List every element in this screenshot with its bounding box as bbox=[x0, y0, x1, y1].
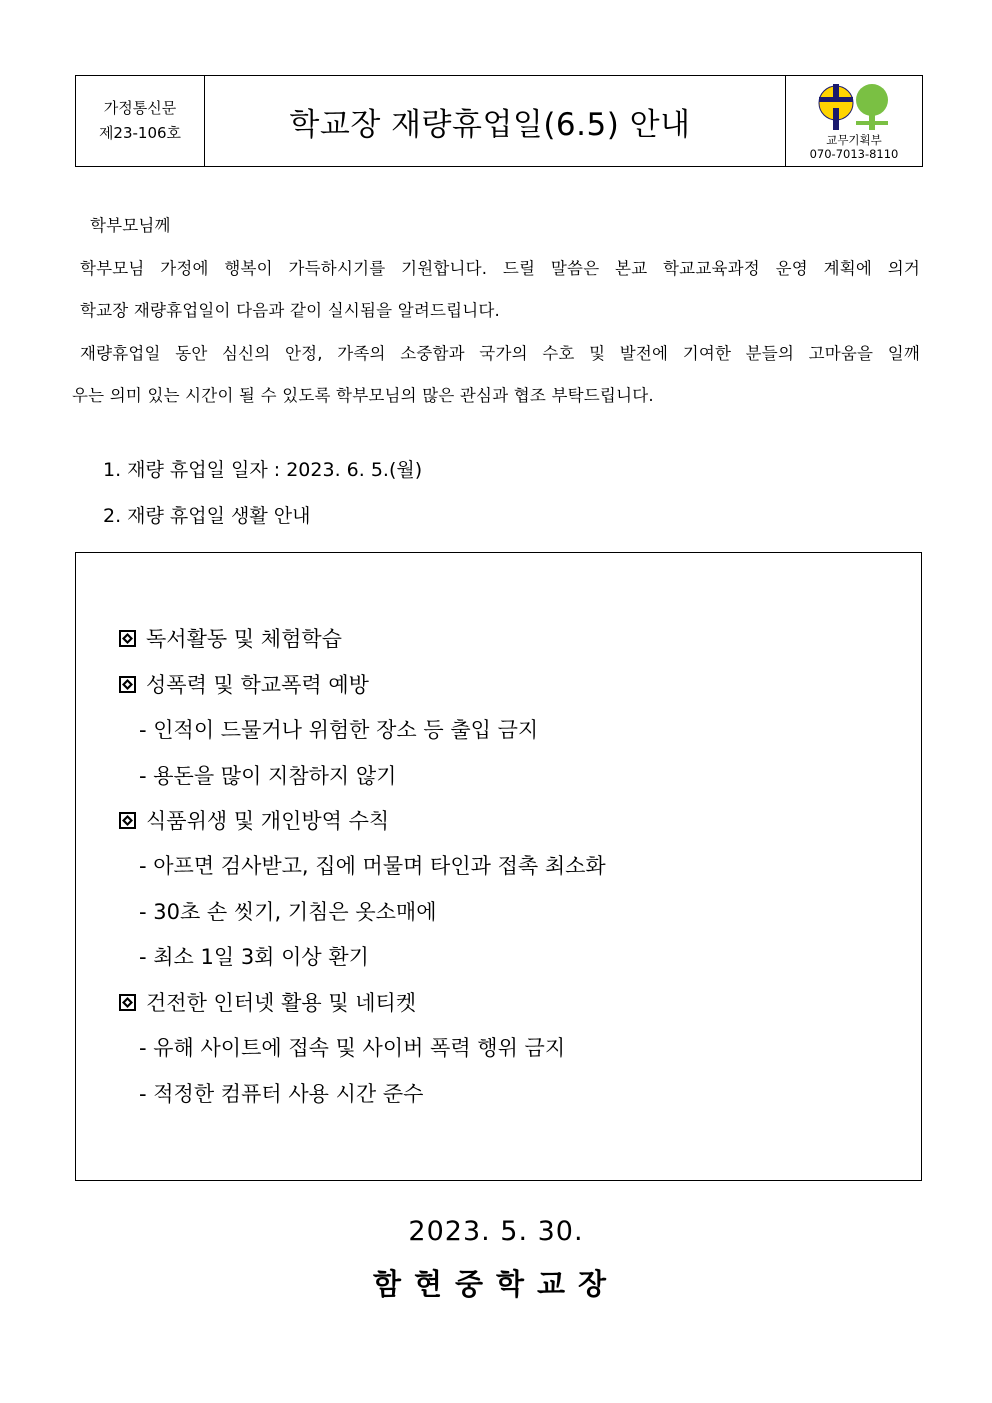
guide-section: 건전한 인터넷 활용 및 네티켓 bbox=[119, 987, 416, 1017]
guide-sub-item: - 용돈을 많이 지참하지 않기 bbox=[139, 764, 397, 788]
body-line-4: 우는 의미 있는 시간이 될 수 있도록 학부모님의 많은 관심과 협조 부탁드립니다. bbox=[72, 386, 654, 405]
body-line-3: 재량휴업일 동안 심신의 안정, 가족의 소중함과 국가의 수호 및 발전에 기여한 분들의 고마움을 일깨 bbox=[80, 344, 920, 363]
department-cell bbox=[785, 76, 922, 166]
signer: 함현중학교장 bbox=[372, 1267, 620, 1301]
guide-sub-item: - 아프면 검사받고, 집에 머물며 타인과 접촉 최소화 bbox=[139, 854, 606, 878]
page-title: 학교장 재량휴업일(6.5) 안내 bbox=[289, 106, 691, 143]
guide-sub-item: - 인적이 드물거나 위험한 장소 등 출입 금지 bbox=[139, 718, 539, 742]
doc-type: 가정통신문 bbox=[103, 99, 177, 117]
issue-date: 2023. 5. 30. bbox=[408, 1216, 584, 1247]
guide-sub-item: - 유해 사이트에 접속 및 사이버 폭력 행위 금지 bbox=[139, 1036, 566, 1060]
header-table bbox=[75, 75, 923, 167]
guide-sub-item: - 최소 1일 3회 이상 환기 bbox=[139, 945, 369, 969]
greeting: 학부모님께 bbox=[90, 216, 171, 235]
guide-section: 성폭력 및 학교폭력 예방 bbox=[119, 669, 369, 699]
department-phone: 070-7013-8110 bbox=[809, 147, 899, 161]
guide-box bbox=[75, 552, 922, 1181]
department-name: 교무기획부 bbox=[826, 133, 882, 147]
guide-sub-item: - 적정한 컴퓨터 사용 시간 준수 bbox=[139, 1082, 424, 1106]
diamond-bullet-icon bbox=[119, 676, 136, 693]
diamond-bullet-icon bbox=[119, 812, 136, 829]
diamond-bullet-icon bbox=[119, 994, 136, 1011]
body-line-2: 학교장 재량휴업일이 다음과 같이 실시됨을 알려드립니다. bbox=[80, 301, 501, 320]
guide-sub-item: - 30초 손 씻기, 기침은 옷소매에 bbox=[139, 900, 437, 924]
guide-section: 식품위생 및 개인방역 수칙 bbox=[119, 805, 389, 835]
body-line-1: 학부모님 가정에 행복이 가득하시기를 기원합니다. 드릴 말씀은 본교 학교교육과정 운영 계획에 의거 bbox=[80, 259, 920, 278]
item-1-label: 1. 재량 휴업일 일자 : bbox=[103, 459, 287, 481]
school-logo-icon bbox=[816, 81, 892, 133]
guide-section: 독서활동 및 체험학습 bbox=[119, 623, 342, 653]
item-1-date: 2023. 6. 5.(월) bbox=[286, 459, 423, 481]
doc-number: 제23-106호 bbox=[98, 124, 182, 142]
diamond-bullet-icon bbox=[119, 630, 136, 647]
item-2: 2. 재량 휴업일 생활 안내 bbox=[103, 505, 311, 527]
doc-info-cell bbox=[76, 76, 205, 166]
item-1 bbox=[103, 455, 422, 482]
